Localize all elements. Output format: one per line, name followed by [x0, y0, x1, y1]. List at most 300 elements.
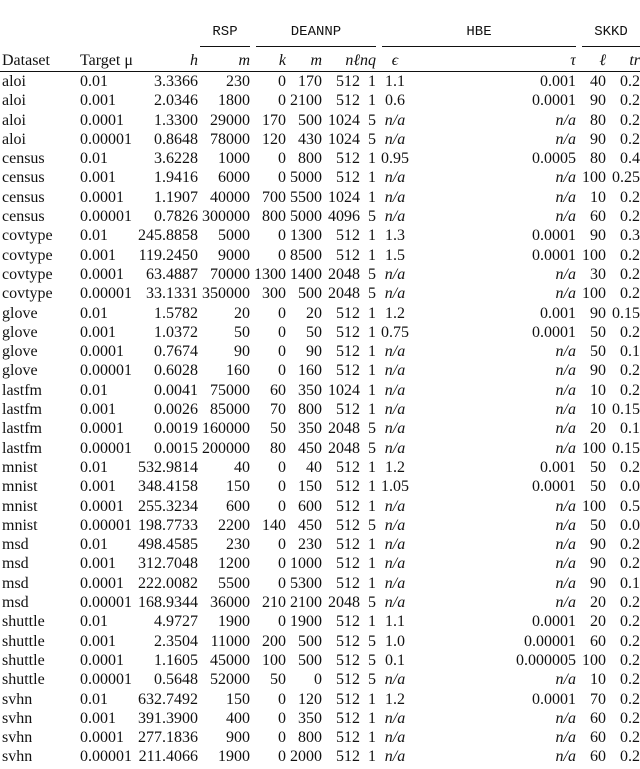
cell-dataset: lastfm: [2, 401, 42, 419]
cell-target-mu: 0.00001: [80, 516, 132, 534]
cell-k: 0: [278, 690, 286, 708]
cell-target-mu: 0.001: [80, 169, 116, 187]
col-k: k: [250, 52, 286, 72]
cell-ell: 90: [590, 574, 606, 592]
cell-tau: n/a: [555, 401, 576, 419]
cell-epsilon: n/a: [384, 420, 406, 438]
cell-k: 170: [262, 111, 286, 129]
cell-rsp-m: 11000: [210, 632, 250, 650]
cell-n-q: 1: [368, 323, 376, 341]
cell-ell: 90: [590, 304, 606, 322]
cell-t-r: 0.2: [620, 690, 640, 708]
cell-target-mu: 0.01: [80, 458, 108, 476]
cell-deannp-m: 2100: [290, 92, 322, 110]
cell-k: 800: [262, 208, 286, 226]
cell-epsilon: 0.6: [385, 92, 405, 110]
cell-h: 532.9814: [138, 458, 198, 476]
cell-k: 210: [262, 594, 286, 612]
cell-deannp-m: 1300: [290, 227, 322, 245]
cell-epsilon: n/a: [384, 130, 406, 148]
cell-rsp-m: 150: [226, 478, 250, 496]
cell-target-mu: 0.001: [80, 555, 116, 573]
cell-dataset: svhn: [2, 690, 33, 708]
cell-rsp-m: 160000: [202, 420, 250, 438]
cell-ell: 20: [590, 420, 606, 438]
cell-h: 348.4158: [138, 478, 198, 496]
cell-target-mu: 0.00001: [80, 594, 132, 612]
cell-dataset: msd: [2, 594, 29, 612]
cell-tau: n/a: [555, 343, 576, 361]
cell-target-mu: 0.0001: [80, 265, 124, 283]
cell-target-mu: 0.001: [80, 92, 116, 110]
cell-rsp-m: 85000: [210, 401, 250, 419]
cell-rsp-m: 1800: [218, 92, 250, 110]
cell-ell: 60: [590, 208, 606, 226]
cell-deannp-m: 120: [298, 690, 322, 708]
cell-n-q: 1: [368, 497, 376, 515]
cell-tau: n/a: [555, 111, 576, 129]
cell-h: 222.0082: [138, 574, 198, 592]
cell-rsp-m: 1200: [218, 555, 250, 573]
cell-tau: n/a: [555, 497, 576, 515]
group-rule-deannp: [256, 46, 376, 47]
cell-n-l: 512: [336, 709, 360, 727]
cell-h: 0.6028: [154, 362, 198, 380]
cell-tau: n/a: [555, 285, 576, 303]
cell-deannp-m: 1000: [290, 555, 322, 573]
cell-ell: 60: [590, 632, 606, 650]
cell-k: 0: [278, 73, 286, 90]
cell-n-l: 1024: [328, 381, 360, 399]
cell-dataset: glove: [2, 362, 38, 380]
cell-epsilon: n/a: [384, 574, 406, 592]
cell-ell: 80: [590, 111, 606, 129]
cell-dataset: lastfm: [2, 439, 42, 457]
table-row: [0, 419, 640, 438]
cell-t-r: 0.1: [620, 574, 640, 592]
cell-h: 4.9727: [154, 613, 198, 631]
cell-target-mu: 0.01: [80, 381, 108, 399]
cell-h: 277.1836: [138, 729, 198, 747]
cell-dataset: glove: [2, 323, 38, 341]
cell-dataset: msd: [2, 574, 29, 592]
cell-deannp-m: 600: [298, 497, 322, 515]
cell-k: 0: [278, 497, 286, 515]
cell-n-q: 1: [368, 690, 376, 708]
cell-tau: n/a: [555, 130, 576, 148]
cell-dataset: mnist: [2, 497, 38, 515]
cell-rsp-m: 40: [234, 458, 250, 476]
cell-dataset: aloi: [2, 111, 26, 129]
cell-ell: 60: [590, 748, 606, 766]
cell-n-l: 4096: [328, 208, 360, 226]
cell-rsp-m: 350000: [202, 285, 250, 303]
cell-tau: n/a: [555, 381, 576, 399]
cell-epsilon: 1.05: [381, 478, 409, 496]
table-row: [0, 246, 640, 265]
cell-t-r: 0.15: [612, 401, 640, 419]
cell-rsp-m: 5000: [218, 227, 250, 245]
cell-n-l: 512: [336, 343, 360, 361]
group-rule-hbe: [382, 46, 576, 47]
cell-rsp-m: 78000: [210, 130, 250, 148]
cell-tau: n/a: [555, 574, 576, 592]
cell-dataset: lastfm: [2, 381, 42, 399]
cell-target-mu: 0.00001: [80, 671, 132, 689]
cell-rsp-m: 29000: [210, 111, 250, 129]
cell-deannp-m: 5300: [290, 574, 322, 592]
cell-tau: 0.0001: [532, 478, 576, 496]
cell-rsp-m: 150: [226, 690, 250, 708]
cell-deannp-m: 350: [298, 709, 322, 727]
cell-k: 0: [278, 323, 286, 341]
cell-target-mu: 0.01: [80, 613, 108, 631]
cell-deannp-m: 500: [298, 285, 322, 303]
cell-t-r: 0.2: [620, 458, 640, 476]
cell-epsilon: 1.3: [385, 227, 405, 245]
cell-h: 0.5648: [154, 671, 198, 689]
column-header-row: [0, 52, 640, 72]
cell-ell: 60: [590, 709, 606, 727]
table-row: [0, 400, 640, 419]
cell-ell: 90: [590, 92, 606, 110]
cell-dataset: aloi: [2, 92, 26, 110]
group-header-hbe: HBE: [466, 24, 492, 40]
cell-t-r: 0.2: [620, 613, 640, 631]
col-n-l: nℓ: [322, 52, 360, 72]
cell-epsilon: n/a: [384, 497, 406, 515]
cell-tau: n/a: [555, 169, 576, 187]
cell-target-mu: 0.00001: [80, 208, 132, 226]
cell-t-r: 0.2: [620, 709, 640, 727]
cell-ell: 100: [582, 439, 606, 457]
cell-tau: n/a: [555, 594, 576, 612]
cell-n-q: 1: [368, 748, 376, 766]
cell-target-mu: 0.0001: [80, 497, 124, 515]
cell-t-r: 0.2: [620, 111, 640, 129]
cell-target-mu: 0.0001: [80, 111, 124, 129]
cell-tau: 0.001: [540, 304, 576, 322]
cell-deannp-m: 500: [298, 111, 322, 129]
cell-deannp-m: 2100: [290, 594, 322, 612]
table-row: [0, 342, 640, 361]
cell-dataset: svhn: [2, 748, 33, 766]
cell-h: 3.3366: [154, 73, 198, 90]
cell-rsp-m: 230: [226, 536, 250, 554]
table-row: [0, 207, 640, 226]
cell-t-r: 0.2: [620, 73, 640, 90]
group-header-skkd: SKKD: [594, 24, 628, 40]
cell-epsilon: n/a: [384, 709, 406, 727]
cell-epsilon: 1.2: [385, 304, 405, 322]
group-rule-skkd: [582, 46, 640, 47]
cell-dataset: svhn: [2, 709, 33, 727]
cell-epsilon: n/a: [384, 285, 406, 303]
group-header-deannp: DEANNP: [290, 24, 342, 40]
col-rsp-m: m: [198, 52, 250, 72]
cell-n-q: 1: [368, 574, 376, 592]
cell-t-r: 0.2: [620, 632, 640, 650]
cell-tau: 0.0001: [532, 227, 576, 245]
cell-target-mu: 0.00001: [80, 439, 132, 457]
cell-k: 0: [278, 729, 286, 747]
cell-target-mu: 0.0001: [80, 729, 124, 747]
cell-h: 2.3504: [154, 632, 198, 650]
cell-n-l: 512: [336, 92, 360, 110]
cell-target-mu: 0.001: [80, 246, 116, 264]
cell-target-mu: 0.01: [80, 304, 108, 322]
cell-n-q: 5: [368, 265, 376, 283]
cell-tau: 0.0001: [532, 613, 576, 631]
cell-n-l: 1024: [328, 188, 360, 206]
cell-n-q: 1: [368, 613, 376, 631]
cell-n-q: 1: [368, 169, 376, 187]
cell-dataset: mnist: [2, 458, 38, 476]
cell-n-q: 1: [368, 555, 376, 573]
cell-tau: 0.000005: [516, 651, 576, 669]
table-row: [0, 304, 640, 323]
cell-n-q: 5: [368, 594, 376, 612]
col-ell: ℓ: [576, 52, 606, 72]
cell-ell: 20: [590, 613, 606, 631]
cell-h: 0.0019: [154, 420, 198, 438]
cell-epsilon: n/a: [384, 265, 406, 283]
cell-tau: 0.00001: [524, 632, 576, 650]
cell-n-l: 1024: [328, 130, 360, 148]
cell-ell: 10: [590, 671, 606, 689]
cell-epsilon: n/a: [384, 516, 406, 534]
cell-t-r: 0.2: [620, 208, 640, 226]
cell-t-r: 0.0: [620, 516, 640, 534]
cell-ell: 40: [590, 73, 606, 90]
cell-ell: 60: [590, 729, 606, 747]
cell-tau: 0.0001: [532, 323, 576, 341]
cell-epsilon: n/a: [384, 343, 406, 361]
cell-h: 391.3900: [138, 709, 198, 727]
cell-h: 3.6228: [154, 150, 198, 168]
cell-k: 0: [278, 536, 286, 554]
cell-target-mu: 0.01: [80, 73, 108, 90]
cell-n-l: 512: [336, 150, 360, 168]
cell-deannp-m: 350: [298, 381, 322, 399]
cell-h: 312.7048: [138, 555, 198, 573]
cell-dataset: glove: [2, 343, 38, 361]
cell-rsp-m: 9000: [218, 246, 250, 264]
cell-tau: n/a: [555, 536, 576, 554]
cell-target-mu: 0.00001: [80, 748, 132, 766]
cell-ell: 30: [590, 265, 606, 283]
table-row: [0, 458, 640, 477]
cell-dataset: covtype: [2, 265, 53, 283]
cell-tau: n/a: [555, 671, 576, 689]
cell-epsilon: 0.75: [381, 323, 409, 341]
table-row: [0, 226, 640, 245]
cell-k: 700: [262, 188, 286, 206]
table-row: [0, 323, 640, 342]
cell-deannp-m: 40: [306, 458, 322, 476]
cell-n-l: 512: [336, 516, 360, 534]
cell-k: 1300: [254, 265, 286, 283]
cell-h: 119.2450: [138, 246, 198, 264]
cell-ell: 50: [590, 478, 606, 496]
cell-n-q: 5: [368, 111, 376, 129]
col-n-q: nq: [360, 52, 376, 72]
cell-k: 60: [270, 381, 286, 399]
cell-t-r: 0.2: [620, 748, 640, 766]
cell-h: 168.9344: [138, 594, 198, 612]
cell-t-r: 0.1: [620, 343, 640, 361]
table-row: [0, 554, 640, 573]
cell-ell: 90: [590, 227, 606, 245]
cell-h: 0.8648: [154, 130, 198, 148]
cell-h: 255.3234: [138, 497, 198, 515]
cell-dataset: shuttle: [2, 671, 45, 689]
cell-epsilon: n/a: [384, 729, 406, 747]
table-row: [0, 284, 640, 303]
cell-n-q: 1: [368, 150, 376, 168]
cell-k: 70: [270, 401, 286, 419]
cell-n-q: 1: [368, 188, 376, 206]
cell-rsp-m: 230: [226, 73, 250, 90]
cell-t-r: 0.2: [620, 92, 640, 110]
cell-n-q: 1: [368, 478, 376, 496]
cell-epsilon: 1.2: [385, 458, 405, 476]
cell-ell: 100: [582, 651, 606, 669]
cell-rsp-m: 900: [226, 729, 250, 747]
cell-rsp-m: 20: [234, 304, 250, 322]
cell-h: 33.1331: [146, 285, 198, 303]
cell-ell: 80: [590, 150, 606, 168]
cell-dataset: glove: [2, 304, 38, 322]
cell-tau: 0.0001: [532, 92, 576, 110]
cell-deannp-m: 350: [298, 420, 322, 438]
cell-n-l: 512: [336, 401, 360, 419]
cell-ell: 90: [590, 130, 606, 148]
cell-tau: n/a: [555, 748, 576, 766]
cell-epsilon: n/a: [384, 169, 406, 187]
cell-tau: 0.001: [540, 458, 576, 476]
cell-n-q: 1: [368, 246, 376, 264]
cell-h: 211.4066: [138, 748, 198, 766]
cell-target-mu: 0.00001: [80, 362, 132, 380]
table-row: [0, 651, 640, 670]
cell-target-mu: 0.0001: [80, 420, 124, 438]
table-row: [0, 91, 640, 110]
cell-n-q: 5: [368, 632, 376, 650]
cell-n-l: 512: [336, 458, 360, 476]
table-row: [0, 72, 640, 92]
table-row: [0, 265, 640, 284]
cell-k: 0: [278, 246, 286, 264]
cell-rsp-m: 400: [226, 709, 250, 727]
table-row: [0, 477, 640, 496]
cell-dataset: mnist: [2, 516, 38, 534]
cell-tau: 0.0005: [532, 150, 576, 168]
cell-tau: n/a: [555, 439, 576, 457]
cell-k: 0: [278, 478, 286, 496]
col-tau: τ: [414, 52, 576, 72]
cell-k: 100: [262, 651, 286, 669]
cell-rsp-m: 40000: [210, 188, 250, 206]
cell-h: 1.0372: [154, 323, 198, 341]
cell-ell: 50: [590, 343, 606, 361]
cell-dataset: shuttle: [2, 613, 45, 631]
cell-target-mu: 0.01: [80, 227, 108, 245]
cell-n-q: 1: [368, 362, 376, 380]
cell-epsilon: n/a: [384, 362, 406, 380]
cell-rsp-m: 45000: [210, 651, 250, 669]
table-row: [0, 439, 640, 458]
cell-k: 80: [270, 439, 286, 457]
cell-n-l: 512: [336, 651, 360, 669]
cell-epsilon: n/a: [384, 439, 406, 457]
table-row: [0, 361, 640, 380]
cell-h: 0.7674: [154, 343, 198, 361]
cell-target-mu: 0.001: [80, 632, 116, 650]
cell-rsp-m: 90: [234, 343, 250, 361]
cell-deannp-m: 800: [298, 401, 322, 419]
cell-deannp-m: 800: [298, 729, 322, 747]
cell-ell: 50: [590, 516, 606, 534]
cell-t-r: 0.2: [620, 381, 640, 399]
cell-n-l: 512: [336, 748, 360, 766]
cell-h: 2.0346: [154, 92, 198, 110]
cell-t-r: 0.0: [620, 478, 640, 496]
cell-n-l: 512: [336, 323, 360, 341]
cell-epsilon: 1.0: [385, 632, 405, 650]
table-row: [0, 593, 640, 612]
cell-ell: 50: [590, 323, 606, 341]
cell-n-q: 1: [368, 304, 376, 322]
table-row: [0, 497, 640, 516]
cell-dataset: covtype: [2, 227, 53, 245]
cell-n-q: 5: [368, 671, 376, 689]
table-row: [0, 381, 640, 400]
cell-n-q: 1: [368, 381, 376, 399]
cell-t-r: 0.2: [620, 265, 640, 283]
cell-n-q: 5: [368, 208, 376, 226]
cell-t-r: 0.2: [620, 285, 640, 303]
cell-rsp-m: 1000: [218, 150, 250, 168]
cell-epsilon: 1.2: [385, 690, 405, 708]
cell-n-q: 1: [368, 401, 376, 419]
cell-tau: n/a: [555, 709, 576, 727]
cell-epsilon: n/a: [384, 594, 406, 612]
cell-k: 0: [278, 709, 286, 727]
cell-t-r: 0.2: [620, 323, 640, 341]
cell-deannp-m: 5000: [290, 208, 322, 226]
cell-dataset: census: [2, 188, 45, 206]
cell-n-l: 512: [336, 574, 360, 592]
table-body: [0, 72, 640, 767]
cell-epsilon: n/a: [384, 188, 406, 206]
cell-deannp-m: 450: [298, 439, 322, 457]
cell-target-mu: 0.0001: [80, 651, 124, 669]
cell-ell: 10: [590, 381, 606, 399]
col-epsilon: ϵ: [376, 52, 414, 72]
cell-target-mu: 0.001: [80, 709, 116, 727]
cell-ell: 100: [582, 497, 606, 515]
cell-k: 0: [278, 555, 286, 573]
cell-n-l: 2048: [328, 439, 360, 457]
cell-epsilon: 1.1: [385, 73, 405, 90]
cell-tau: n/a: [555, 420, 576, 438]
col-dataset: Dataset: [0, 52, 80, 72]
table-row: [0, 690, 640, 709]
cell-epsilon: 1.1: [385, 613, 405, 631]
cell-tau: n/a: [555, 555, 576, 573]
cell-n-q: 1: [368, 458, 376, 476]
